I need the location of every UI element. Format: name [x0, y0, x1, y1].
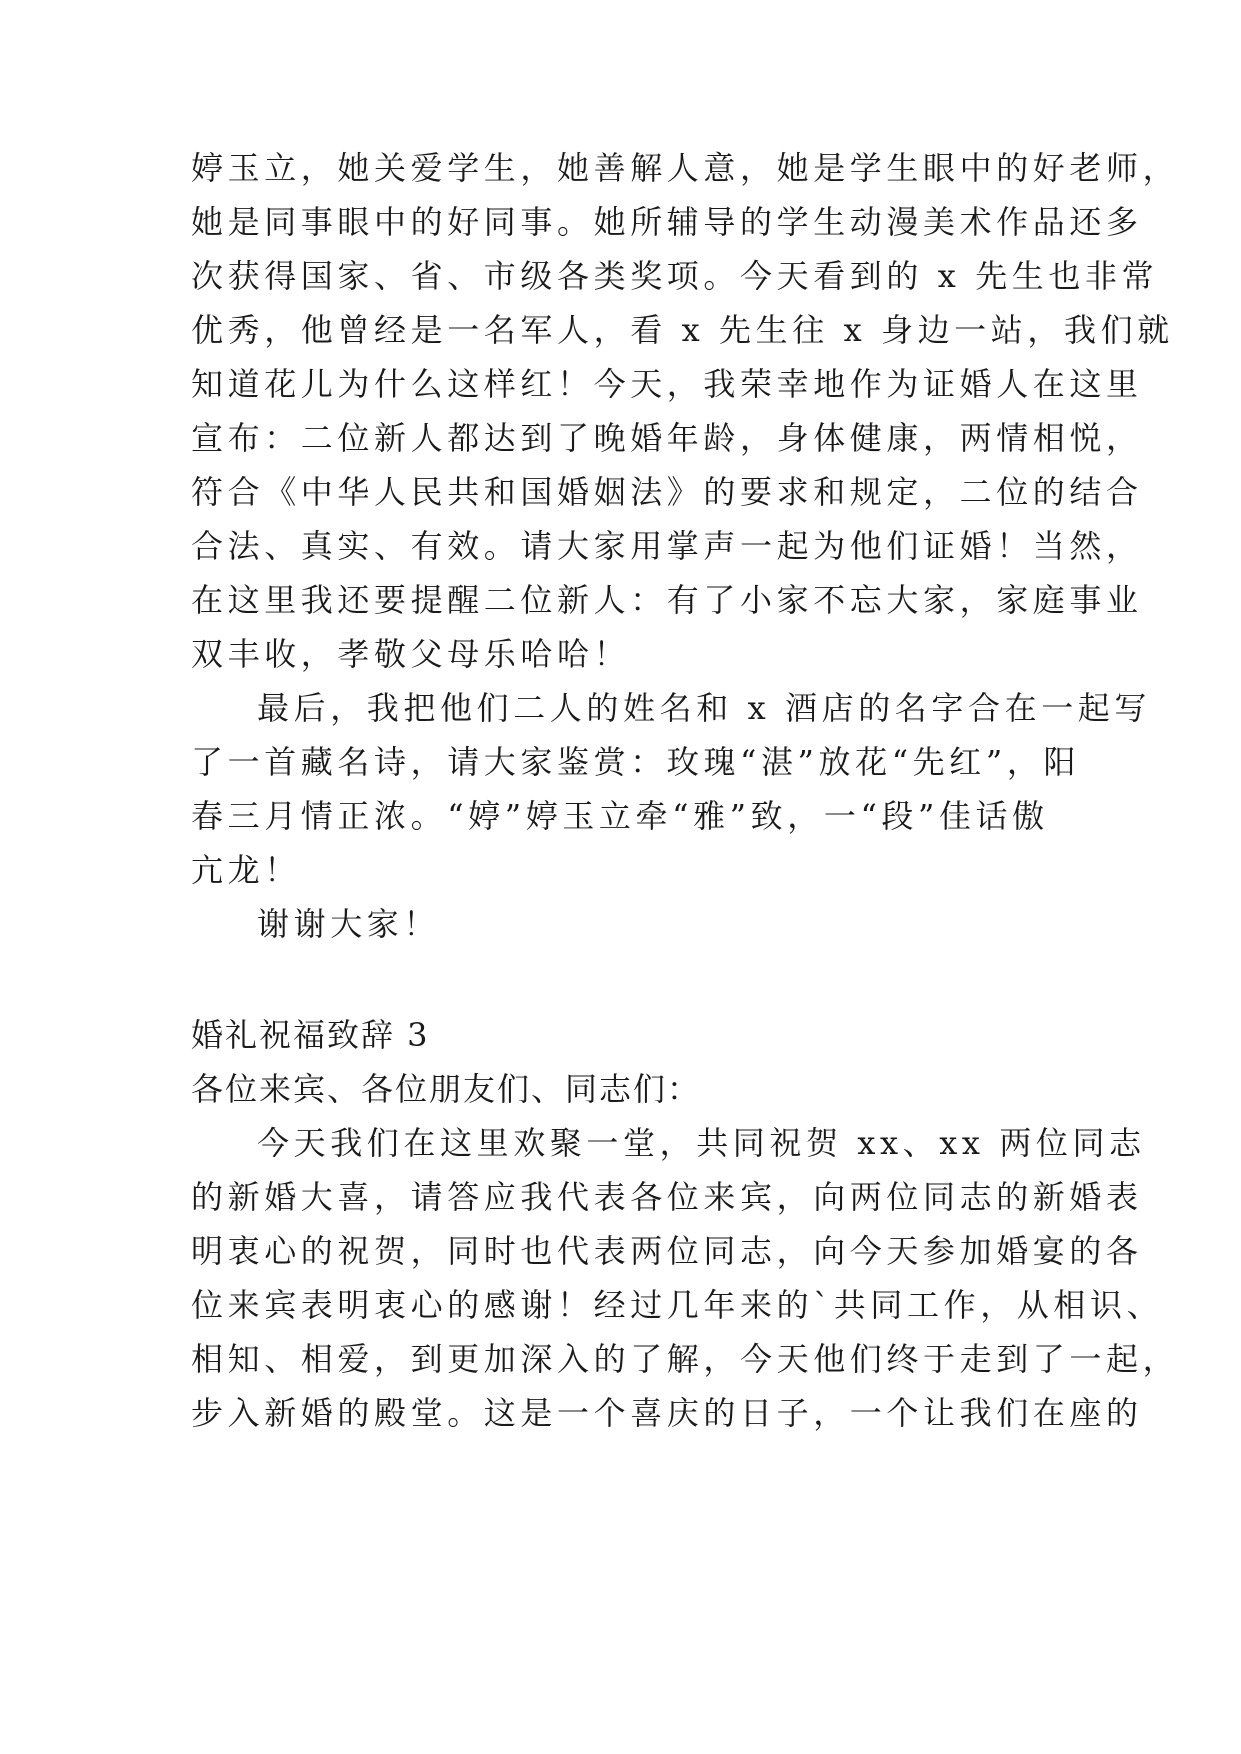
body-text-line: 符合《中华人民共和国婚姻法》的要求和规定，二位的结合	[191, 473, 1143, 511]
body-text-line: 次获得国家、省、市级各类奖项。今天看到的 x 先生也非常	[191, 257, 1159, 295]
body-text-line: 步入新婚的殿堂。这是一个喜庆的日子，一个让我们在座的	[191, 1394, 1143, 1432]
salutation: 各位来宾、各位朋友们、同志们：	[191, 1070, 702, 1108]
body-text-line: 优秀，他曾经是一名军人，看 x 先生往 x 身边一站，我们就	[191, 311, 1174, 349]
body-text-line: 她是同事眼中的好同事。她所辅导的学生动漫美术作品还多	[191, 203, 1143, 241]
body-text-line: 明衷心的祝贺，同时也代表两位同志，向今天参加婚宴的各	[191, 1232, 1143, 1270]
body-text-line: 的新婚大喜，请答应我代表各位来宾，向两位同志的新婚表	[191, 1178, 1143, 1216]
body-text-line: 最后，我把他们二人的姓名和 x 酒店的名字合在一起写	[257, 689, 1151, 727]
body-text-line: 今天我们在这里欢聚一堂，共同祝贺 xx、xx 两位同志	[257, 1124, 1146, 1162]
body-text-line: 了一首藏名诗，请大家鉴赏：玫瑰“湛”放花“先红”，阳	[191, 743, 1081, 781]
body-text-line: 合法、真实、有效。请大家用掌声一起为他们证婚！当然，	[191, 527, 1143, 565]
body-text-line: 春三月情正浓。“婷”婷玉立牵“雅”致，一“段”佳话傲	[191, 797, 1049, 835]
body-text-line: 在这里我还要提醒二位新人：有了小家不忘大家，家庭事业	[191, 581, 1143, 619]
body-text-line: 知道花儿为什么这样红！今天，我荣幸地作为证婚人在这里	[191, 365, 1143, 403]
section-title: 婚礼祝福致辞 3	[191, 1016, 430, 1054]
closing-thanks: 谢谢大家！	[257, 905, 441, 943]
body-text-line: 双丰收，孝敬父母乐哈哈！	[191, 635, 631, 673]
body-text-line: 婷玉立，她关爱学生，她善解人意，她是学生眼中的好老师，	[191, 149, 1180, 187]
body-text-line: 相知、相爱，到更加深入的了解，今天他们终于走到了一起，	[191, 1340, 1180, 1378]
body-text-line: 宣布：二位新人都达到了晚婚年龄，身体健康，两情相悦，	[191, 419, 1143, 457]
body-text-line: 位来宾表明衷心的感谢！经过几年来的`共同工作，从相识、	[191, 1286, 1164, 1324]
body-text-line: 亢龙！	[191, 851, 301, 889]
